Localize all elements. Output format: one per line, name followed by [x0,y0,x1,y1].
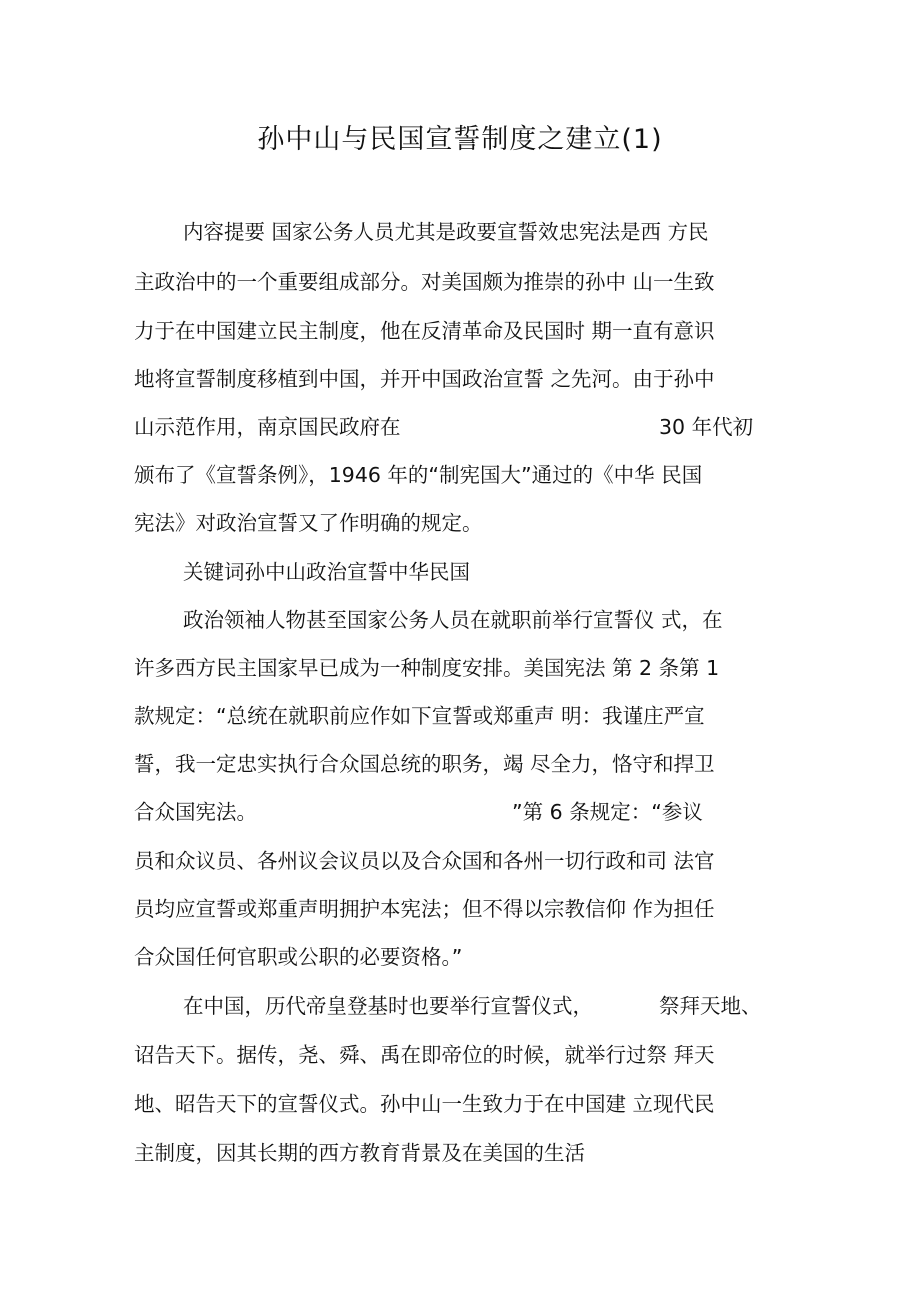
abstract-line-6: 颁布了《宣誓条例》，1946 年的“制宪国大”通过的《中华 民国 [134,463,703,487]
paragraph2-line-1: 在中国，历代帝皇登基时也要举行宣誓仪式， [183,994,593,1018]
abstract-line-4: 地将宣誓制度移植到中国，并开中国政治宣誓 之先河。由于孙中 [134,367,715,391]
paragraph1-line-4: 誓，我一定忠实执行合众国总统的职务，竭 尽全力，恪守和捍卫 [134,752,715,776]
paragraph1-line-7: 员均应宣誓或郑重声明拥护本宪法；但不得以宗教信仰 作为担任 [134,897,715,921]
document-title: 孙中山与民国宣誓制度之建立(1) [257,124,663,155]
paragraph2-line-1-tail: 祭拜天地、 [659,994,762,1018]
abstract-line-3: 力于在中国建立民主制度，他在反清革命及民国时 期一直有意识 [134,319,715,343]
paragraph1-line-3: 款规定：“总统在就职前应作如下宣誓或郑重声 明：我谨庄严宣 [134,704,705,728]
abstract-line-1: 内容提要 国家公务人员尤其是政要宣誓效忠宪法是西 方民 [183,220,709,244]
paragraph1-line-5: 合众国宪法。 [134,800,257,824]
paragraph1-line-6: 员和众议员、各州议会议员以及合众国和各州一切行政和司 法官 [134,849,715,873]
abstract-line-5-tail: 30 年代初 [659,415,754,439]
abstract-line-5: 山示范作用，南京国民政府在 [134,415,401,439]
paragraph2-line-4: 主制度，因其长期的西方教育背景及在美国的生活 [134,1141,585,1165]
paragraph1-line-8: 合众国任何官职或公职的必要资格。” [134,945,463,969]
paragraph1-line-5-tail: ”第 6 条规定：“参议 [512,800,703,824]
paragraph1-line-1: 政治领袖人物甚至国家公务人员在就职前举行宣誓仪 式，在 [183,608,723,632]
keywords-line: 关键词孙中山政治宣誓中华民国 [183,560,470,584]
abstract-line-7: 宪法》对政治宣誓又了作明确的规定。 [134,511,483,535]
paragraph2-line-3: 地、昭告天下的宣誓仪式。孙中山一生致力于在中国建 立现代民 [134,1092,715,1116]
abstract-line-2: 主政治中的一个重要组成部分。对美国颇为推崇的孙中 山一生致 [134,270,715,294]
paragraph2-line-2: 诏告天下。据传，尧、舜、禹在即帝位的时候，就举行过祭 拜天 [134,1043,715,1067]
paragraph1-line-2: 许多西方民主国家早已成为一种制度安排。美国宪法 第 2 条第 1 [134,656,720,680]
